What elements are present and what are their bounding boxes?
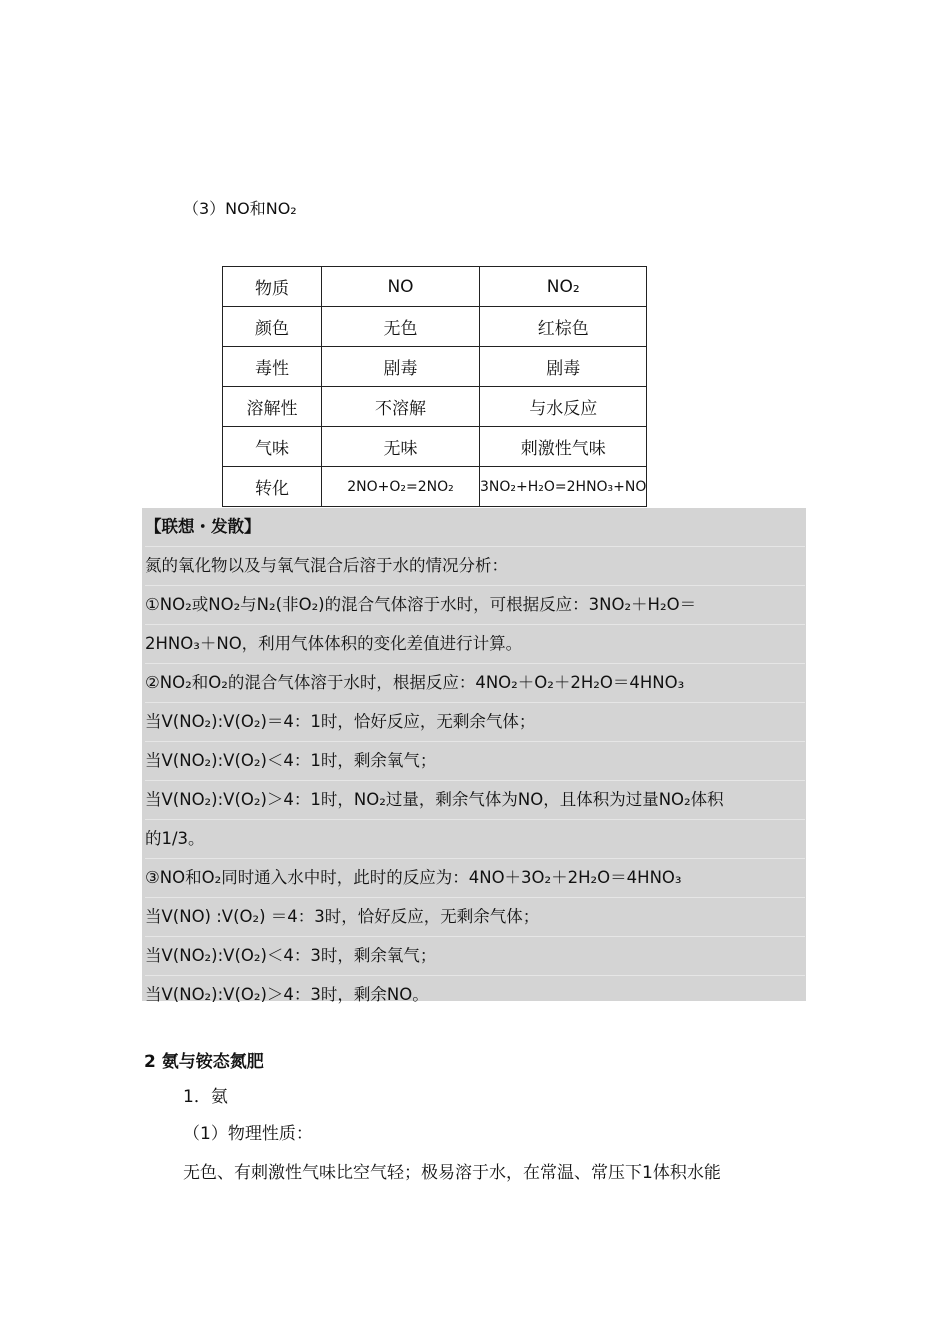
association-line: 当V(NO₂):V(O₂)＜4：1时，剩余氧气； xyxy=(145,742,805,781)
table-cell: 红棕色 xyxy=(480,307,647,347)
association-title: 【联想・发散】 xyxy=(145,508,805,547)
body-paragraph: 无色、有刺激性气味比空气轻；极易溶于水，在常温、常压下1体积水能 xyxy=(183,1163,721,1183)
table-header-row xyxy=(223,267,647,307)
table-row xyxy=(223,387,647,427)
association-line: 的1/3。 xyxy=(145,820,805,859)
table-cell: 无味 xyxy=(322,427,480,467)
association-line: 氮的氧化物以及与氧气混合后溶于水的情况分析： xyxy=(145,547,805,586)
table-cell: 与水反应 xyxy=(480,387,647,427)
table-cell: 3NO₂+H₂O=2HNO₃+NO xyxy=(480,467,647,507)
table-cell: 转化 xyxy=(223,467,322,507)
association-line: ①NO₂或NO₂与N₂(非O₂)的混合气体溶于水时，可根据反应：3NO₂＋H₂O＝ xyxy=(145,586,805,625)
association-line: 当V(NO₂):V(O₂)＞4：3时，剩余NO。 xyxy=(145,985,429,1004)
table-cell: 溶解性 xyxy=(223,387,322,427)
section-heading-ammonia: 2 氨与铵态氮肥 xyxy=(144,1052,264,1072)
table-row xyxy=(223,427,647,467)
table-row xyxy=(223,307,647,347)
table-header-cell: NO₂ xyxy=(480,267,647,307)
association-line: 2HNO₃＋NO，利用气体体积的变化差值进行计算。 xyxy=(145,625,805,664)
association-box xyxy=(142,508,806,1004)
table-cell: 2NO+O₂=2NO₂ xyxy=(322,467,480,507)
comparison-table xyxy=(222,266,647,507)
association-line: 当V(NO₂):V(O₂)＝4：1时，恰好反应，无剩余气体； xyxy=(145,703,805,742)
association-line: 当V(NO) :V(O₂) ＝4：3时，恰好反应，无剩余气体； xyxy=(145,898,805,937)
table-cell: 无色 xyxy=(322,307,480,347)
table-row xyxy=(223,467,647,507)
table-cell: 气味 xyxy=(223,427,322,467)
table-cell: 剧毒 xyxy=(322,347,480,387)
subheading-physical-properties: （1）物理性质： xyxy=(183,1124,313,1144)
table-header-cell: 物质 xyxy=(223,267,322,307)
association-line: 当V(NO₂):V(O₂)＞4：1时，NO₂过量，剩余气体为NO，且体积为过量NO₂体积 xyxy=(145,781,805,820)
subheading-ammonia: 1．氨 xyxy=(183,1087,228,1107)
table-cell: 剧毒 xyxy=(480,347,647,387)
table-cell: 毒性 xyxy=(223,347,322,387)
association-line: 当V(NO₂):V(O₂)＜4：3时，剩余氧气； xyxy=(145,937,805,976)
table-cell: 刺激性气味 xyxy=(480,427,647,467)
table-cell: 不溶解 xyxy=(322,387,480,427)
table-row xyxy=(223,347,647,387)
association-line: ②NO₂和O₂的混合气体溶于水时，根据反应：4NO₂＋O₂＋2H₂O＝4HNO₃ xyxy=(145,664,805,703)
table-header-cell: NO xyxy=(322,267,480,307)
section-heading: （3）NO和NO₂ xyxy=(183,199,297,218)
table-cell: 颜色 xyxy=(223,307,322,347)
association-line: ③NO和O₂同时通入水中时，此时的反应为：4NO＋3O₂＋2H₂O＝4HNO₃ xyxy=(145,859,805,898)
